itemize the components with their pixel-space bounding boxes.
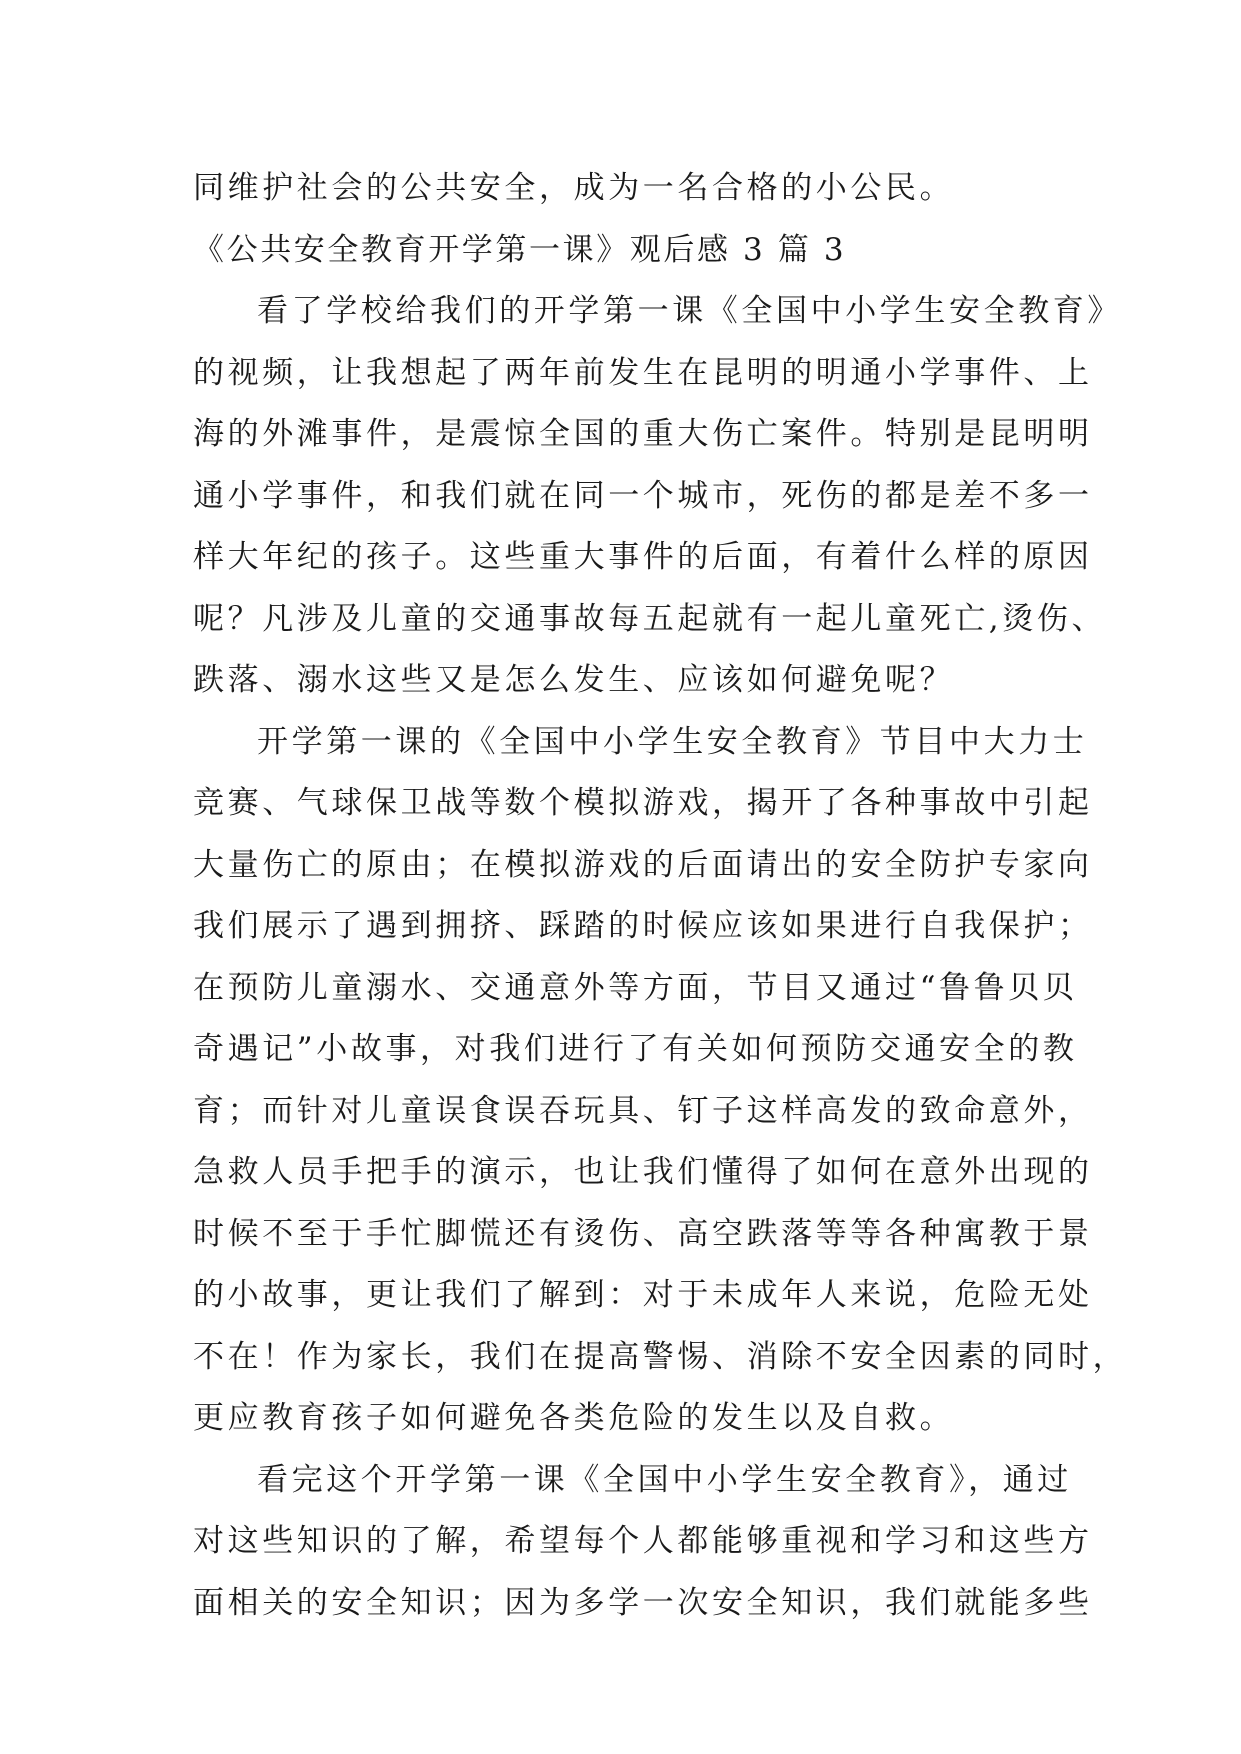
text-line: 面相关的安全知识；因为多学一次安全知识，我们就能多些 [193, 1584, 1093, 1621]
text-line: 的视频，让我想起了两年前发生在昆明的明通小学事件、上 [193, 354, 1093, 391]
text-line: 奇遇记”小故事，对我们进行了有关如何预防交通安全的教 [193, 1031, 1078, 1067]
paragraph-first-line: 开学第一课的《全国中小学生安全教育》节目中大力士 [257, 723, 1088, 760]
text-line: 的小故事，更让我们了解到：对于未成年人来说，危险无处 [193, 1277, 1093, 1313]
section-title: 《公共安全教育开学第一课》观后感 3 篇 3 [193, 231, 847, 268]
text-line: 跌落、溺水这些又是怎么发生、应该如何避免呢？ [193, 662, 955, 698]
text-line: 同维护社会的公共安全，成为一名合格的小公民。 [193, 170, 955, 206]
text-line: 时候不至于手忙脚慌还有烫伤、高空跌落等等各种寓教于景 [193, 1215, 1093, 1252]
paragraph-first-line: 看了学校给我们的开学第一课《全国中小学生安全教育》 [257, 293, 1122, 329]
text-line: 更应教育孩子如何避免各类危险的发生以及自救。 [193, 1400, 955, 1436]
text-line: 不在！作为家长，我们在提高警惕、消除不安全因素的同时， [193, 1338, 1128, 1375]
text-line: 大量伤亡的原由；在模拟游戏的后面请出的安全防护专家向 [193, 846, 1093, 883]
paragraph-first-line: 看完这个开学第一课《全国中小学生安全教育》，通过 [257, 1461, 1072, 1498]
document-body [193, 158, 1128, 1634]
text-line: 对这些知识的了解，希望每个人都能够重视和学习和这些方 [193, 1523, 1093, 1559]
text-line: 在预防儿童溺水、交通意外等方面，节目又通过“鲁鲁贝贝 [193, 969, 1078, 1006]
text-line: 呢？凡涉及儿童的交通事故每五起就有一起儿童死亡,烫伤、 [193, 600, 1107, 637]
text-line: 通小学事件，和我们就在同一个城市，死伤的都是差不多一 [193, 477, 1093, 514]
text-line: 我们展示了遇到拥挤、踩踏的时候应该如果进行自我保护； [193, 908, 1093, 944]
text-line: 竞赛、气球保卫战等数个模拟游戏，揭开了各种事故中引起 [193, 785, 1093, 821]
text-line: 海的外滩事件，是震惊全国的重大伤亡案件。特别是昆明明 [193, 416, 1093, 452]
text-line: 急救人员手把手的演示，也让我们懂得了如何在意外出现的 [193, 1154, 1093, 1190]
text-line: 样大年纪的孩子。这些重大事件的后面，有着什么样的原因 [193, 539, 1093, 575]
text-line: 育；而针对儿童误食误吞玩具、钉子这样高发的致命意外， [193, 1092, 1093, 1129]
